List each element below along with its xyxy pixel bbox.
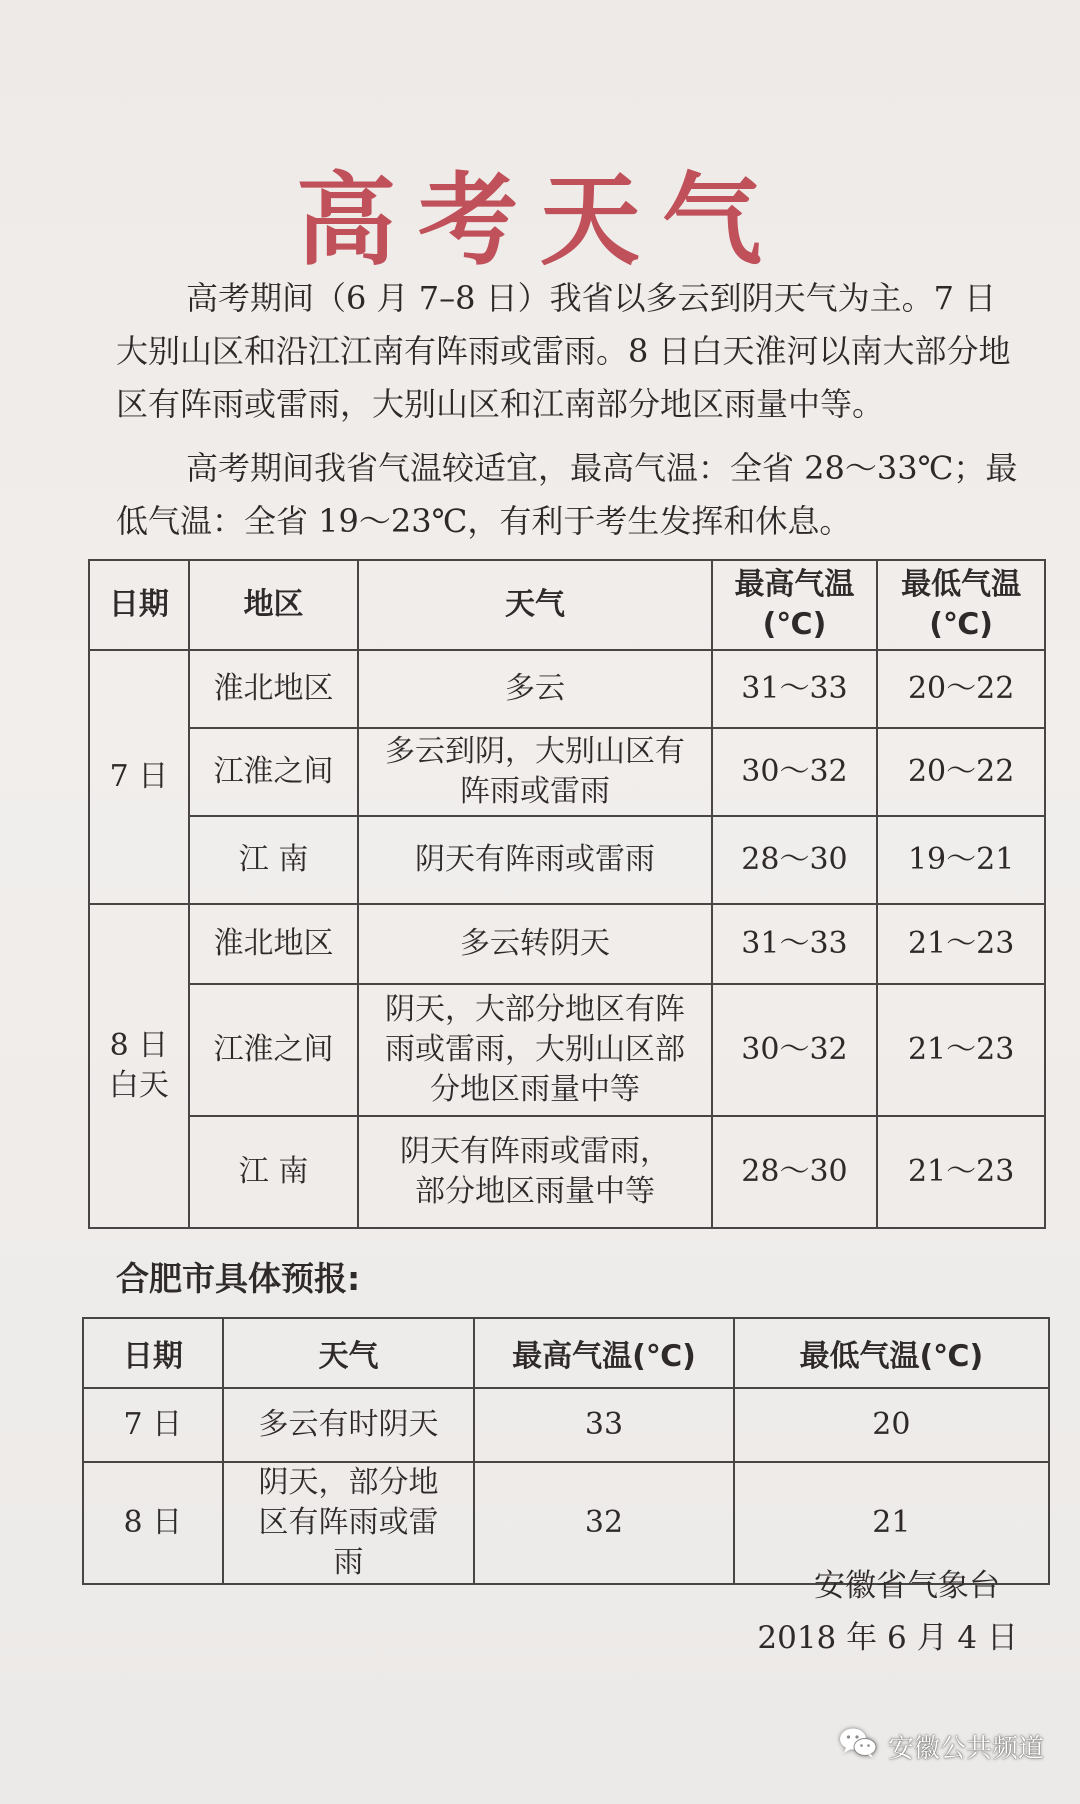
- header-date: 日期: [83, 1318, 223, 1388]
- header-min-temp-unit: (℃): [929, 607, 994, 642]
- table-header-row: [89, 560, 1045, 650]
- max-temp-cell: 28～30: [712, 816, 878, 904]
- table-row: [89, 816, 1045, 904]
- min-temp-cell: 21～23: [877, 984, 1045, 1116]
- header-region: 地区: [189, 560, 359, 650]
- issue-date: 2018 年 6 月 4 日: [757, 1620, 1018, 1656]
- weather-cell: 阴天有阵雨或雷雨，部分地区雨量中等: [358, 1116, 711, 1228]
- weather-cell: 阴天，部分地区有阵雨或雷雨: [223, 1462, 475, 1584]
- intro-text-1: 高考期间（6 月 7–8 日）我省以多云到阴天气为主。7 日大别山区和沿江江南有阵雨或雷雨。8 日白天淮河以南大部分地区有阵雨或雷雨，大别山区和江南部分地区雨量中等。: [116, 279, 1011, 423]
- issuer-name: 安徽省气象台: [814, 1568, 1000, 1604]
- header-min-temp: [877, 560, 1045, 650]
- min-temp-cell: 21: [734, 1462, 1049, 1584]
- table-row: [89, 650, 1045, 728]
- weather-cell: 多云到阴，大别山区有阵雨或雷雨: [358, 728, 711, 816]
- header-weather: 天气: [223, 1318, 475, 1388]
- date-cell-8: [89, 904, 189, 1228]
- watermark-text: 安徽公共频道: [887, 1734, 1044, 1764]
- date-cell: 8 日: [83, 1462, 223, 1584]
- table-row: [83, 1388, 1049, 1462]
- intro-text-2: 高考期间我省气温较适宜，最高气温：全省 28～33℃；最低气温：全省 19～23℃，有利于考生发挥和休息。: [116, 449, 1018, 540]
- min-temp-cell: 20～22: [877, 728, 1045, 816]
- header-max-temp-label: 最高气温: [734, 567, 855, 602]
- region-cell: 江淮之间: [189, 984, 359, 1116]
- table-row: [89, 984, 1045, 1116]
- weather-cell: 阴天有阵雨或雷雨: [358, 816, 711, 904]
- max-temp-cell: 30～32: [712, 728, 878, 816]
- hefei-forecast-table: [82, 1317, 1050, 1585]
- min-temp-cell: 21～23: [877, 1116, 1045, 1228]
- max-temp-cell: 32: [474, 1462, 733, 1584]
- weather-cell: 多云有时阴天: [223, 1388, 475, 1462]
- max-temp-cell: 31～33: [712, 650, 878, 728]
- weather-cell: 多云转阴天: [358, 904, 711, 984]
- min-temp-cell: 21～23: [877, 904, 1045, 984]
- header-max-temp: 最高气温(℃): [474, 1318, 733, 1388]
- header-max-temp-unit: (℃): [762, 607, 827, 642]
- table-row: [89, 904, 1045, 984]
- page-title: 高考天气: [296, 162, 784, 279]
- intro-paragraph-1: [116, 272, 1026, 431]
- channel-watermark: [838, 1726, 1044, 1767]
- intro-paragraph-2: [116, 442, 1026, 548]
- date-cell-8-line1: 8 日: [109, 1028, 169, 1063]
- min-temp-cell: 20: [734, 1388, 1049, 1462]
- header-date: 日期: [89, 560, 189, 650]
- header-min-temp: 最低气温(℃): [734, 1318, 1049, 1388]
- region-cell: 淮北地区: [189, 650, 359, 728]
- table-row: [89, 1116, 1045, 1228]
- date-cell-8-line2: 白天: [108, 1068, 169, 1103]
- date-cell-7: 7 日: [89, 650, 189, 904]
- date-cell: 7 日: [83, 1388, 223, 1462]
- table-header-row: [83, 1318, 1049, 1388]
- province-forecast-table: [88, 559, 1046, 1229]
- header-weather: 天气: [358, 560, 711, 650]
- weather-cell: 阴天，大部分地区有阵雨或雷雨，大别山区部分地区雨量中等: [358, 984, 711, 1116]
- min-temp-cell: 20～22: [877, 650, 1045, 728]
- max-temp-cell: 31～33: [712, 904, 878, 984]
- header-max-temp: [712, 560, 878, 650]
- region-cell: 江 南: [189, 1116, 359, 1228]
- region-cell: 江 南: [189, 816, 359, 904]
- max-temp-cell: 28～30: [712, 1116, 878, 1228]
- table-row: [89, 728, 1045, 816]
- wechat-icon: [838, 1726, 878, 1767]
- min-temp-cell: 19～21: [877, 816, 1045, 904]
- hefei-heading: 合肥市具体预报:: [116, 1259, 361, 1298]
- weather-cell: 多云: [358, 650, 711, 728]
- max-temp-cell: 33: [474, 1388, 733, 1462]
- header-min-temp-label: 最低气温: [901, 567, 1022, 602]
- region-cell: 淮北地区: [189, 904, 359, 984]
- max-temp-cell: 30～32: [712, 984, 878, 1116]
- region-cell: 江淮之间: [189, 728, 359, 816]
